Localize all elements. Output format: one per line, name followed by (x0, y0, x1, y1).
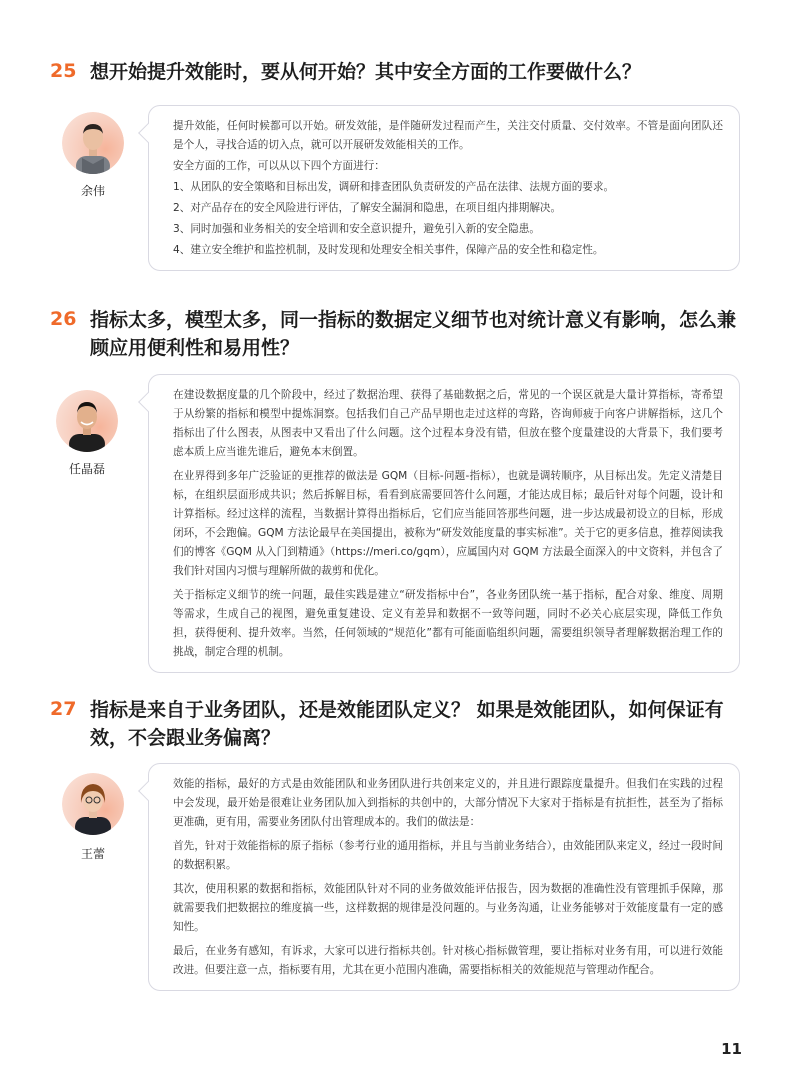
person-name: 余伟 (80, 184, 105, 198)
question-title: 想开始提升效能时，要从何开始？其中安全方面的工作要做什么？ (90, 61, 642, 83)
answer-paragraph: 最后，在业务有感知，有诉求，大家可以进行指标共创。针对核心指标做管理，要让指标对业务有用，可以进行效能改进。但要注意一点，指标要有用，尤其在更小范围内准确，需要指标相关的效能规范与管理动作配合。 (173, 945, 723, 976)
answer-paragraph: 2、对产品存在的安全风险进行评估，了解安全漏洞和隐患，在项目组内排期解决。 (173, 202, 562, 214)
answer-paragraph: 3、同时加强和业务相关的安全培训和安全意识提升，避免引入新的安全隐患。 (173, 223, 540, 235)
answer-paragraph: 4、建立安全维护和监控机制，及时发现和处理安全相关事件，保障产品的安全性和稳定性。 (173, 244, 604, 256)
answer-paragraph: 其次，使用积累的数据和指标，效能团队针对不同的业务做效能评估报告，因为数据的准确性没有管理抓手保障，那就需要我们把数据拉的维度搞一些，这样数据的规律是没问题的。与业务沟通，让业务能够对于效能度量有一定的感知性。 (173, 883, 723, 933)
person-name: 王蕾 (80, 847, 105, 861)
answer-paragraph: 首先，针对于效能指标的原子指标（参考行业的通用指标，并且与当前业务结合），由效能团队来定义，经过一段时间的数据积累。 (173, 840, 723, 871)
answer-paragraph: 效能的指标，最好的方式是由效能团队和业务团队进行共创来定义的，并且进行跟踪度量提升。但我们在实践的过程中会发现，最开始是很难让业务团队加入到指标的共创中的，大部分情况下大家对于指标是有抗拒性，甚至为了指标更准确，更有用，需要业务团队付出管理成本的。我们的做法是： (173, 778, 723, 828)
answer-paragraph: 在业界得到多年广泛验证的更推荐的做法是 GQM（目标-问题-指标），也就是调转顺序，从目标出发。先定义清楚目标，在组织层面形成共识；然后拆解目标，看看到底需要回答什么问题，才能达成目标；最后针对每个问题，设计和计算指标。经过这样的流程，当数据计算得出指标后，它们应当能回答那些问题，进一步达成最初设立的目标，形成闭环，不会跑偏。GQM 方法论最早在美国提出，被称为“研发效能度量的事实标准”。关于它的更多信息，推荐阅读我们的博客《GQM 从入门到精通》（https://meri.co/gqm），应属国内对 GQM 方法最全面深入的中文资料，并包含了我们针对国内习惯与理解所做的裁剪和优化。 (173, 470, 723, 577)
page-number: 11 (721, 1040, 742, 1058)
question-number: 27 (50, 698, 77, 720)
avatar (62, 773, 124, 835)
answer-paragraph: 安全方面的工作，可以从以下四个方面进行： (173, 160, 385, 172)
avatar (62, 112, 124, 174)
answer-paragraph: 在建设数据度量的几个阶段中，经过了数据治理、获得了基础数据之后，常见的一个误区就是大量计算指标，寄希望于从纷繁的指标和模型中提炼洞察。包括我们自己产品早期也走过这样的弯路，咨询师疲于向客户讲解指标，这几个指标出了什么图表，从图表中又看出了什么问题。这个过程本身没有错，但放在整个度量建设的大背景下，我们要考虑本质上应当谁先谁后，避免本末倒置。 (173, 389, 723, 458)
answer-paragraph: 关于指标定义细节的统一问题，最佳实践是建立“研发指标中台”，各业务团队统一基于指标，配合对象、维度、周期等需求，生成自己的视图，避免重复建设、定义有差异和数据不一致等问题，同时不必关心底层实现，降低工作负担，获得便利、提升效率。当然，任何领域的“规范化”都有可能面临组织问题，需要组织领导者理解数据治理工作的挑战，制定合理的机制。 (173, 589, 723, 658)
question-number: 25 (50, 60, 77, 82)
answer-bubble (148, 763, 740, 991)
avatar (56, 390, 118, 452)
answer-bubble (148, 374, 740, 673)
question-title: 指标是来自于业务团队，还是效能团队定义？ 如果是效能团队，如何保证有效，不会跟业务偏离？ (90, 699, 724, 749)
question-number: 26 (50, 308, 77, 330)
question-title: 指标太多，模型太多，同一指标的数据定义细节也对统计意义有影响，怎么兼顾应用便利性和易用性？ (90, 309, 737, 359)
person-name: 任晶磊 (68, 462, 105, 476)
answer-bubble (148, 105, 740, 271)
answer-paragraph: 1、从团队的安全策略和目标出发，调研和排查团队负责研发的产品在法律、法规方面的要求。 (173, 181, 615, 193)
answer-paragraph: 提升效能，任何时候都可以开始。研发效能，是伴随研发过程而产生，关注交付质量、交付效率。不管是面向团队还是个人，寻找合适的切入点，就可以开展研发效能相关的工作。 (173, 120, 723, 151)
